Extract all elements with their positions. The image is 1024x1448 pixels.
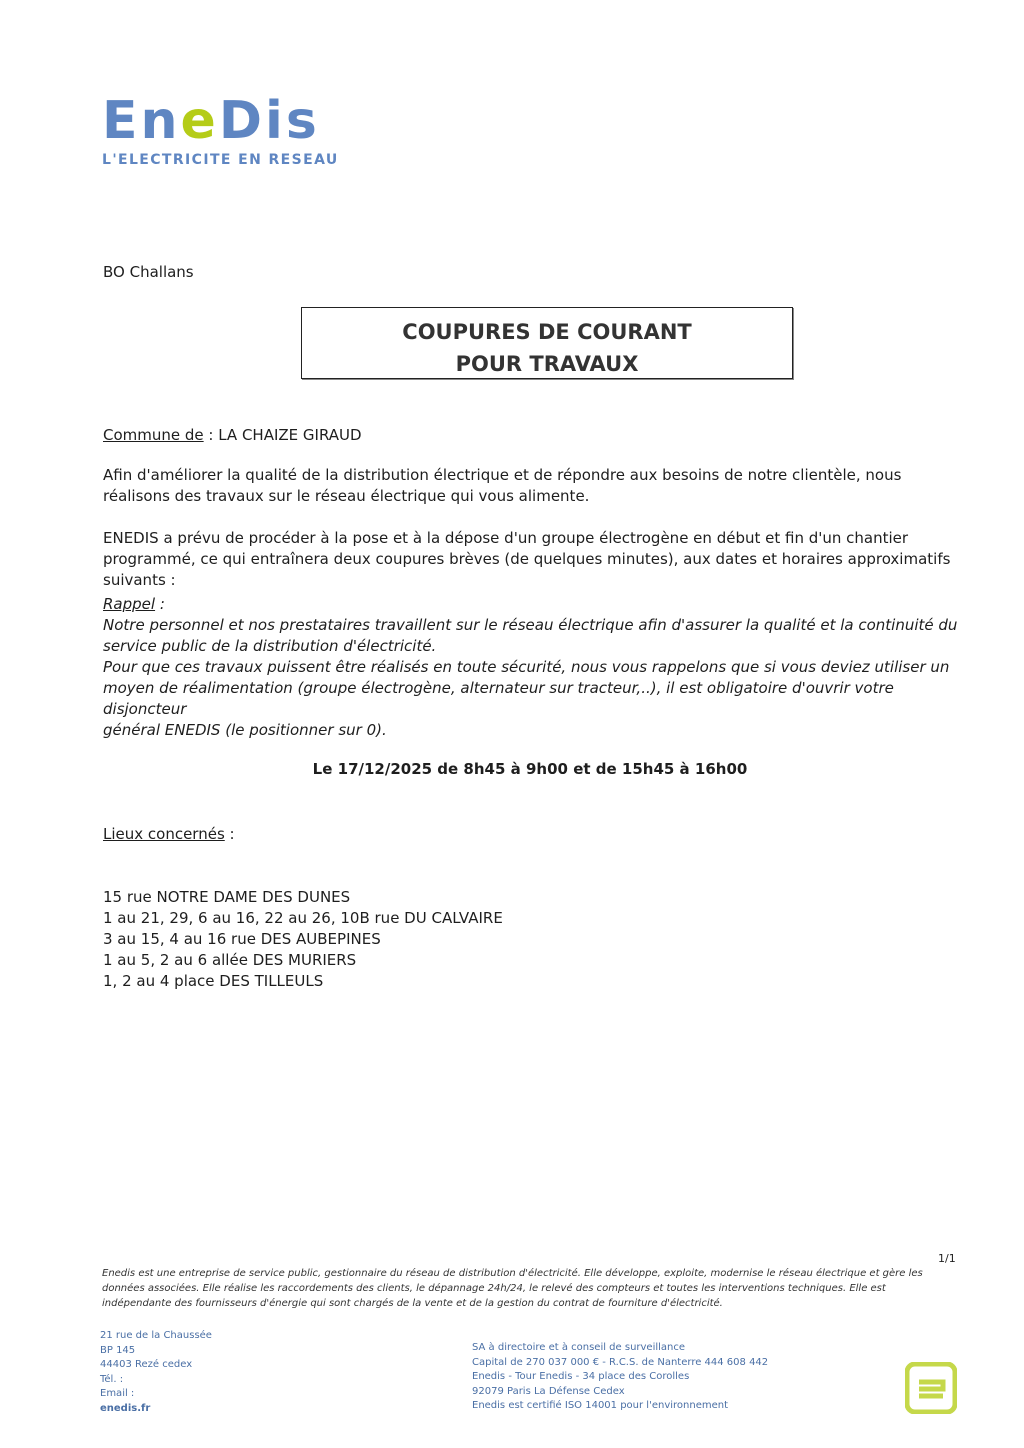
works-paragraph: ENEDIS a prévu de procéder à la pose et à la dépose d'un groupe électrogène en début et fin d'un chantier programmé, ce qui entraînera deux coupures brèves (de quelques minutes), aux dates et horaires approximatifs suivants :: [103, 529, 951, 589]
rappel-text-1: Notre personnel et nos prestataires travaillent sur le réseau électrique afin d'assurer la qualité et la continuité du service public de la distribution d'électricité.: [103, 616, 958, 655]
logo-wordmark: EneDis: [102, 91, 320, 151]
places-list: [103, 887, 503, 992]
list-item: 1 au 21, 29, 6 au 16, 22 au 26, 10B rue DU CALVAIRE: [103, 909, 503, 927]
enedis-e-icon: [905, 1362, 957, 1414]
list-item: 3 au 15, 4 au 16 rue DES AUBEPINES: [103, 930, 381, 948]
intro-paragraph: Afin d'améliorer la qualité de la distribution électrique et de répondre aux besoins de notre clientèle, nous réalisons des travaux sur le réseau électrique qui vous alimente.: [103, 466, 902, 505]
logo-tagline: L'ELECTRICITE EN RESEAU: [102, 152, 339, 168]
website-link[interactable]: enedis.fr: [100, 1402, 151, 1414]
list-item: 1, 2 au 4 place DES TILLEULS: [103, 972, 324, 990]
rappel-text-2: Pour que ces travaux puissent être réalisés en toute sécurité, nous vous rappelons que si vous deviez utiliser un moyen de réalimentation (groupe électrogène, alternateur sur tracteur,..), il est obligatoire d'ouvrir votre disjoncteur: [103, 658, 950, 718]
title-line-1: COUPURES DE COURANT: [402, 320, 692, 344]
page-number: 1/1: [938, 1252, 956, 1265]
footer-description: Enedis est une entreprise de service public, gestionnaire du réseau de distribution d'électricité. Elle développe, exploite, modernise le réseau électrique et gère les données associées. Elle réalise les raccordements des clients, le dépannage 24h/24, le relevé des compteurs et toutes les interventions techniques. Elle est indépendante des fournisseurs d'énergie qui sont chargés de la vente et de la gestion du contrat de fourniture d'électricité.: [102, 1268, 923, 1309]
list-item: 1 au 5, 2 au 6 allée DES MURIERS: [103, 951, 357, 969]
commune-value: : LA CHAIZE GIRAUD: [203, 426, 362, 444]
outage-dates: Le 17/12/2025 de 8h45 à 9h00 et de 15h45 à 16h00: [312, 760, 748, 778]
commune-label: Commune de: [103, 426, 204, 444]
title-line-2: POUR TRAVAUX: [455, 352, 639, 376]
notice-title-box: [301, 307, 793, 379]
footer-legal: SA à directoire et à conseil de surveillance Capital de 270 037 000 € - R.C.S. de Nanterre 444 608 442 Enedis - Tour Enedis - 34 place des Corolles 92079 Paris La Défense Cedex Enedis est certifié ISO 14001 pour l'environnement: [472, 1342, 769, 1411]
places-heading: Lieux concernés :: [103, 825, 235, 843]
sender-office: BO Challans: [103, 263, 194, 281]
rappel-label: Rappel: [103, 595, 156, 613]
footer-address: 21 rue de la Chaussée BP 145 44403 Rezé cedex Tél. : Email : enedis.fr: [100, 1329, 212, 1416]
rappel-text-3: général ENEDIS (le positionner sur 0).: [103, 721, 387, 739]
list-item: 15 rue NOTRE DAME DES DUNES: [103, 888, 351, 906]
enedis-logo: [102, 92, 342, 168]
rappel-block: Rappel : Notre personnel et nos prestataires travaillent sur le réseau électrique afin d'assurer la qualité et la continuité du service public de la distribution d'électricité. Pour que ces travaux puissent être réalisés en toute sécurité, nous vous rappelons que si vous deviez utiliser un moyen de réalimentation (groupe électrogène, alternateur sur tracteur,..), il est obligatoire d'ouvrir votre disjoncteur général ENEDIS (le positionner sur 0).: [103, 594, 963, 741]
commune-line: [103, 426, 362, 444]
